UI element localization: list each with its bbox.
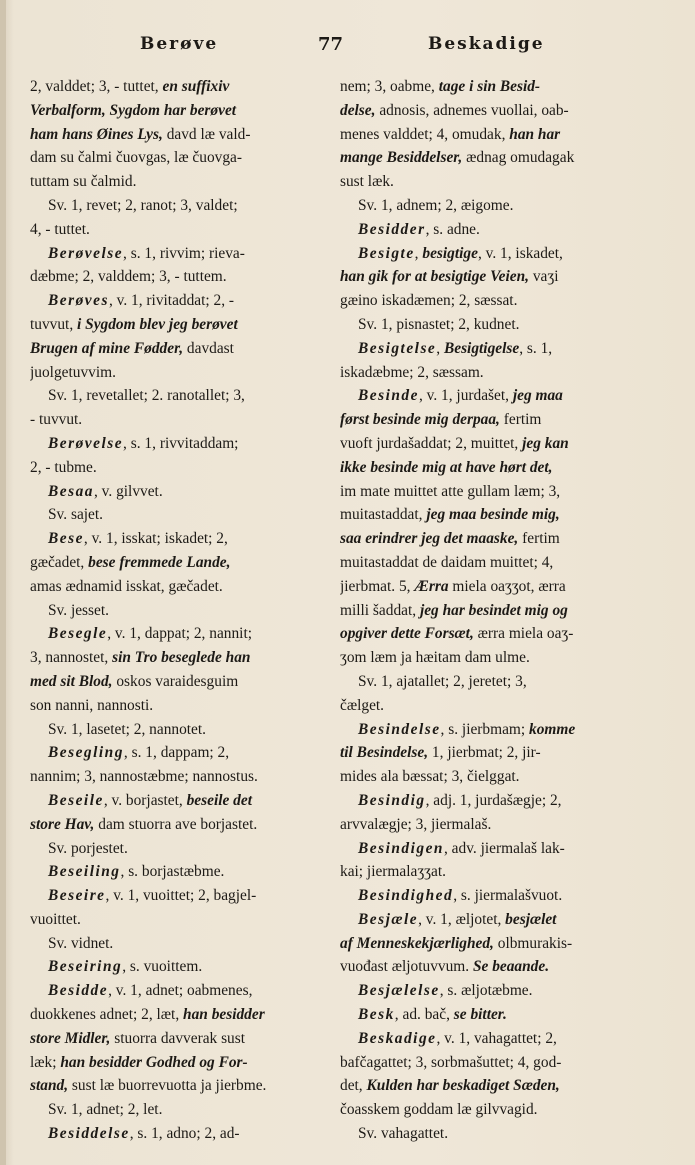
- text-segment: son nanni, nannosti.: [30, 696, 154, 714]
- text-line: [340, 170, 632, 194]
- italic-example: besigtige: [422, 244, 478, 262]
- italic-example: beseile det: [186, 791, 252, 809]
- italic-example: en suffixiv: [162, 78, 230, 95]
- italic-example: sin Tro beseglede han: [112, 649, 251, 667]
- text-segment: , v. 1, dappat; 2, nannit;: [107, 625, 252, 643]
- text-segment: sust læk.: [340, 173, 394, 191]
- text-line: [30, 575, 320, 599]
- italic-example: jeg kan: [522, 434, 569, 452]
- headword: Besk: [358, 1006, 395, 1024]
- italic-example: i Sygdom blev jeg berøvet: [77, 315, 238, 333]
- text-line: [30, 670, 320, 694]
- text-line: [340, 1074, 632, 1098]
- text-segment: stuorra davverak sust: [110, 1029, 246, 1047]
- italic-example: tage i sin Besid-: [438, 78, 541, 95]
- text-line: [340, 408, 632, 432]
- text-line: [30, 408, 320, 432]
- text-line: [340, 551, 632, 575]
- text-line: [30, 551, 320, 575]
- text-line: [340, 860, 632, 884]
- text-segment: vuoft jurdašaddat; 2, muittet,: [340, 434, 523, 452]
- text-segment: fertim: [499, 411, 542, 429]
- text-line: [340, 575, 632, 599]
- headword: Beseire: [48, 887, 106, 905]
- text-segment: olbmurakis-: [493, 934, 573, 952]
- text-segment: muitastaddat de daidam muittet; 4,: [340, 553, 554, 571]
- text-segment: čoasskem goddam læ gilvvagid.: [340, 1101, 538, 1119]
- italic-example: jeg maa: [512, 387, 563, 405]
- text-line: [30, 1074, 320, 1098]
- text-segment: ,: [414, 244, 423, 262]
- text-line: [340, 932, 632, 956]
- text-line: [30, 908, 320, 932]
- headword: Berøvelse: [48, 244, 124, 262]
- italic-example: med sit Blod,: [30, 672, 113, 690]
- text-line: [30, 456, 320, 480]
- headword: Beskadige: [358, 1029, 437, 1047]
- text-segment: čælget.: [340, 696, 385, 714]
- text-line: [340, 670, 632, 694]
- headword: Beseiring: [48, 958, 123, 976]
- italic-example: Se beaande.: [472, 958, 550, 976]
- text-segment: muitastaddat,: [340, 506, 427, 524]
- text-segment: , s. æljotæbme.: [439, 982, 533, 1000]
- left-column: [30, 75, 320, 1146]
- italic-example: store Hav,: [30, 815, 95, 833]
- text-line: [340, 1122, 632, 1146]
- text-segment: gæino iskadæmen; 2, sæssat.: [340, 292, 518, 310]
- text-line: [340, 242, 632, 266]
- text-segment: iskadæbme; 2, sæssam.: [340, 363, 484, 381]
- text-segment: dam su čalmi čuovgas, læ čuovga-: [30, 149, 242, 167]
- text-segment: , v. gilvvet.: [93, 482, 163, 500]
- text-segment: Sv. 1, adnem; 2, æigome.: [358, 196, 514, 214]
- text-line: [340, 146, 632, 170]
- text-segment: , v. 1, vuoittet; 2, bagjel-: [105, 887, 257, 905]
- text-line: [340, 718, 632, 742]
- text-line: [30, 289, 320, 313]
- text-segment: im mate muittet atte gullam læm; 3,: [340, 482, 561, 500]
- text-segment: tuttam su čalmid.: [30, 173, 137, 191]
- text-line: [340, 123, 632, 147]
- text-line: [30, 741, 320, 765]
- text-segment: oskos varaidesguim: [112, 672, 239, 690]
- text-segment: , s. jierbmam;: [440, 720, 530, 738]
- text-segment: ædnag omudagak: [462, 149, 575, 167]
- text-line: [30, 932, 320, 956]
- headword: Besjælelse: [358, 982, 440, 1000]
- text-line: [30, 646, 320, 670]
- text-segment: mides ala bæssat; 3, čielggat.: [340, 768, 520, 786]
- italic-example: ikke besinde mig at have hørt det,: [340, 458, 553, 476]
- text-line: [30, 265, 320, 289]
- text-segment: Sv. 1, adnet; 2, let.: [48, 1101, 163, 1119]
- text-segment: , ad. bač,: [394, 1006, 454, 1024]
- text-line: [340, 432, 632, 456]
- text-line: [340, 955, 632, 979]
- text-segment: gæčadet,: [30, 553, 89, 571]
- text-line: [30, 765, 320, 789]
- text-segment: , s. 1, rivvitaddam;: [123, 434, 239, 452]
- text-line: [340, 99, 632, 123]
- text-line: [340, 622, 632, 646]
- text-segment: læk;: [30, 1053, 61, 1071]
- text-line: [30, 99, 320, 123]
- text-segment: , adj. 1, jurdašægje; 2,: [425, 791, 562, 809]
- text-segment: Sv. vahagattet.: [358, 1125, 449, 1143]
- text-segment: bafčagattet; 3, sorbmašuttet; 4, god-: [340, 1053, 562, 1071]
- text-segment: , v. 1, vahagattet; 2,: [436, 1029, 557, 1047]
- text-line: [30, 860, 320, 884]
- text-line: [30, 194, 320, 218]
- italic-example: først besinde mig derpaa,: [340, 411, 500, 429]
- text-segment: dam stuorra ave borjastet.: [94, 815, 258, 833]
- italic-example: Brugen af mine Fødder,: [30, 339, 184, 357]
- italic-example: Kulden har beskadiget Sæden,: [366, 1077, 560, 1095]
- text-line: [340, 289, 632, 313]
- text-line: [340, 599, 632, 623]
- text-segment: miela oaʒʒot, ærra: [448, 577, 566, 595]
- text-segment: , s. 1,: [519, 339, 553, 357]
- text-segment: Sv. 1, revetallet; 2. ranotallet; 3,: [48, 387, 245, 405]
- text-line: [30, 384, 320, 408]
- text-segment: - tuvvut.: [30, 411, 83, 429]
- italic-example: besjælet: [505, 910, 557, 928]
- text-segment: kai; jiermalaʒʒat.: [340, 863, 446, 881]
- text-line: [30, 955, 320, 979]
- text-line: [340, 765, 632, 789]
- text-segment: milli šaddat,: [340, 601, 420, 619]
- text-segment: Sv. jesset.: [48, 601, 109, 619]
- text-line: [340, 361, 632, 385]
- text-segment: nannim; 3, nannostæbme; nannostus.: [30, 768, 258, 786]
- text-line: [30, 1003, 320, 1027]
- italic-example: han besidder: [183, 1006, 265, 1024]
- italic-example: Ærra: [414, 577, 449, 595]
- text-line: [30, 813, 320, 837]
- text-line: [30, 337, 320, 361]
- text-line: [30, 527, 320, 551]
- text-line: [340, 979, 632, 1003]
- text-segment: Sv. 1, pisnastet; 2, kudnet.: [358, 315, 520, 333]
- text-segment: 1, jierbmat; 2, jir-: [428, 744, 541, 762]
- text-segment: ,: [436, 339, 444, 357]
- text-line: [30, 170, 320, 194]
- text-line: [340, 741, 632, 765]
- headword: Besindelse: [358, 720, 441, 738]
- text-segment: Sv. 1, revet; 2, ranot; 3, valdet;: [48, 196, 238, 214]
- text-segment: , s. adne.: [425, 220, 480, 238]
- headword: Besaa: [48, 482, 94, 500]
- text-segment: davd læ vald-: [162, 125, 251, 143]
- text-line: [340, 813, 632, 837]
- text-line: [30, 837, 320, 861]
- italic-example: komme: [529, 720, 576, 738]
- text-segment: , s. jiermalašvuot.: [453, 887, 563, 905]
- text-segment: davdast: [183, 339, 234, 357]
- text-segment: ʒom læm ja hæitam dam ulme.: [340, 649, 530, 667]
- text-segment: , s. vuoittem.: [122, 958, 203, 976]
- text-line: [30, 599, 320, 623]
- text-line: [30, 1051, 320, 1075]
- text-segment: Sv. sajet.: [48, 506, 104, 524]
- text-segment: Sv. vidnet.: [48, 934, 114, 952]
- italic-example: han har: [509, 125, 561, 143]
- headword: Besjæle: [358, 910, 419, 928]
- italic-example: Besigtigelse: [443, 339, 520, 357]
- italic-example: bese fremmede Lande,: [88, 553, 231, 571]
- text-line: [340, 908, 632, 932]
- text-segment: 2, valddet; 3, - tuttet,: [30, 78, 163, 95]
- text-segment: , adv. jiermalaš lak-: [443, 839, 565, 857]
- text-line: [340, 337, 632, 361]
- text-line: [30, 1027, 320, 1051]
- text-segment: Sv. porjestet.: [48, 839, 128, 857]
- text-segment: , s. 1, adno; 2, ad-: [129, 1125, 240, 1143]
- right-column: [340, 75, 632, 1146]
- text-line: [30, 718, 320, 742]
- headword: Berøves: [48, 292, 109, 310]
- text-line: [30, 789, 320, 813]
- text-line: [30, 242, 320, 266]
- text-segment: dæbme; 2, valddem; 3, - tuttem.: [30, 268, 227, 286]
- text-line: [30, 1122, 320, 1146]
- text-segment: Sv. 1, lasetet; 2, nannotet.: [48, 720, 207, 738]
- italic-example: han besidder Godhed og For-: [60, 1053, 248, 1071]
- italic-example: ham hans Øines Lys,: [30, 125, 163, 143]
- headword: Besegling: [48, 744, 124, 762]
- text-line: [340, 646, 632, 670]
- text-line: [340, 837, 632, 861]
- text-line: [30, 146, 320, 170]
- text-segment: , s. 1, rivvim; rieva-: [123, 244, 245, 262]
- text-segment: , v. 1, æljotet,: [418, 910, 506, 928]
- text-line: [340, 75, 632, 99]
- headword: Besiddelse: [48, 1125, 130, 1143]
- text-segment: fertim: [518, 530, 560, 548]
- text-line: [340, 194, 632, 218]
- headword: Besegle: [48, 625, 108, 643]
- italic-example: af Menneskekjærlighed,: [340, 934, 494, 952]
- text-segment: menes valddet; 4, omudak,: [340, 125, 510, 143]
- text-line: [340, 1051, 632, 1075]
- text-line: [340, 789, 632, 813]
- text-segment: vuođast æljotuvvum.: [340, 958, 473, 976]
- text-line: [340, 694, 632, 718]
- header-right-guide-word: Beskadige: [428, 34, 545, 54]
- text-segment: , v. 1, iskadet,: [477, 244, 563, 262]
- italic-example: se bitter.: [453, 1006, 507, 1024]
- text-segment: , v. borjastet,: [103, 791, 187, 809]
- text-line: [30, 694, 320, 718]
- text-line: [30, 218, 320, 242]
- text-segment: vuoittet.: [30, 910, 81, 928]
- text-line: [340, 218, 632, 242]
- text-segment: , v. 1, isskat; iskadet; 2,: [83, 530, 228, 548]
- page-spine-shadow: [0, 0, 6, 1165]
- text-line: [340, 1027, 632, 1051]
- text-line: [30, 979, 320, 1003]
- text-segment: 4, - tuttet.: [30, 220, 90, 238]
- italic-example: delse,: [340, 101, 376, 119]
- italic-example: saa erindrer jeg det maaske,: [340, 530, 519, 548]
- text-line: [340, 480, 632, 504]
- text-line: [30, 123, 320, 147]
- page-header: [0, 34, 695, 60]
- text-segment: , v. 1, rivitaddat; 2, -: [108, 292, 235, 310]
- text-line: [340, 313, 632, 337]
- text-segment: , v. 1, jurdašet,: [418, 387, 513, 405]
- text-line: [30, 480, 320, 504]
- text-segment: tuvvut,: [30, 315, 78, 333]
- text-line: [30, 432, 320, 456]
- text-line: [340, 503, 632, 527]
- italic-example: jeg maa besinde mig,: [426, 506, 560, 524]
- header-left-guide-word: Berøve: [140, 34, 219, 54]
- headword: Berøvelse: [48, 434, 124, 452]
- headword: Besidde: [48, 982, 109, 1000]
- text-segment: , s. 1, dappam; 2,: [123, 744, 230, 762]
- text-segment: duokkenes adnet; 2, læt,: [30, 1006, 184, 1024]
- text-segment: vaʒi: [528, 268, 559, 286]
- text-segment: nem; 3, oabme,: [340, 78, 439, 95]
- text-segment: jierbmat. 5,: [340, 577, 415, 595]
- text-segment: juolgetuvvim.: [30, 363, 116, 381]
- text-segment: adnosis, adnemes vuollai, oab-: [375, 101, 569, 119]
- headword: Beseiling: [48, 863, 121, 881]
- headword: Besindigen: [358, 839, 444, 857]
- italic-example: store Midler,: [30, 1029, 111, 1047]
- italic-example: mange Besiddelser,: [340, 149, 463, 167]
- text-segment: , v. 1, adnet; oabmenes,: [108, 982, 253, 1000]
- italic-example: jeg har besindet mig og: [419, 601, 568, 619]
- italic-example: til Besindelse,: [340, 744, 429, 762]
- text-segment: det,: [340, 1077, 367, 1095]
- text-segment: , s. borjastæbme.: [120, 863, 225, 881]
- text-segment: Sv. 1, ajatallet; 2, jeretet; 3,: [358, 672, 527, 690]
- page-number: 77: [318, 34, 344, 55]
- headword: Besidder: [358, 220, 426, 238]
- text-segment: sust læ buorrevuotta ja jierbme.: [68, 1077, 267, 1095]
- headword: Besindighed: [358, 887, 454, 905]
- headword: Besindig: [358, 791, 426, 809]
- text-line: [340, 1098, 632, 1122]
- text-line: [340, 527, 632, 551]
- text-line: [340, 884, 632, 908]
- text-segment: ærra miela oaʒ-: [473, 625, 574, 643]
- headword: Besigtelse: [358, 339, 437, 357]
- italic-example: stand,: [30, 1077, 69, 1095]
- italic-example: opgiver dette Forsæt,: [340, 625, 474, 643]
- text-segment: 2, - tubme.: [30, 458, 97, 476]
- text-line: [340, 1003, 632, 1027]
- text-line: [30, 884, 320, 908]
- headword: Besinde: [358, 387, 419, 405]
- text-segment: 3, nannostet,: [30, 649, 113, 667]
- text-line: [30, 1098, 320, 1122]
- headword: Beseile: [48, 791, 104, 809]
- text-line: [340, 384, 632, 408]
- text-line: [30, 503, 320, 527]
- text-line: [30, 75, 320, 99]
- text-line: [30, 313, 320, 337]
- italic-example: han gik for at besigtige Veien,: [340, 268, 529, 286]
- text-line: [30, 622, 320, 646]
- headword: Bese: [48, 530, 84, 548]
- text-line: [340, 456, 632, 480]
- text-line: [340, 265, 632, 289]
- text-segment: amas ædnamid isskat, gæčadet.: [30, 577, 223, 595]
- italic-example: Verbalform, Sygdom har berøvet: [30, 101, 237, 119]
- text-segment: arvvalægje; 3, jiermalaš.: [340, 815, 492, 833]
- headword: Besigte: [358, 244, 415, 262]
- text-line: [30, 361, 320, 385]
